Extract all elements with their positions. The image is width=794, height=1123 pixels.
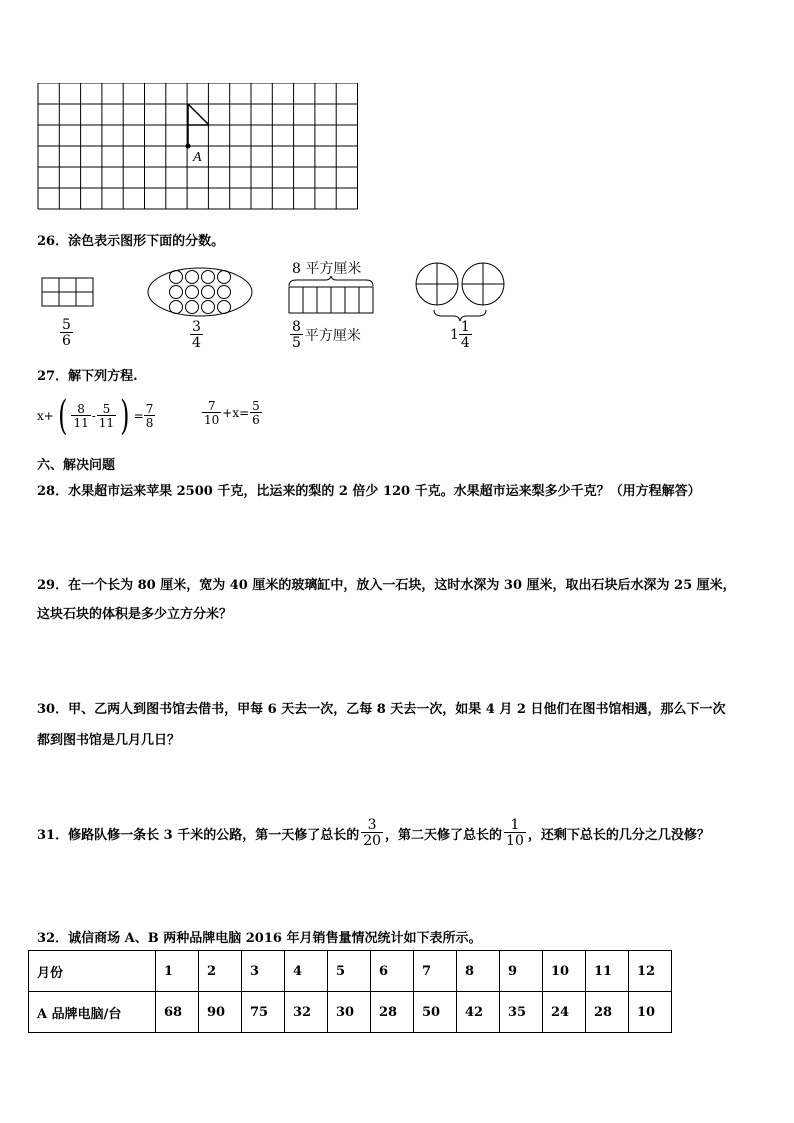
q26-two-circles [414, 260, 508, 328]
table-cell-month: 8 [457, 951, 500, 992]
small-circle [170, 301, 183, 314]
small-circle [218, 271, 231, 284]
q27-text: 27．解下列方程. [37, 369, 138, 384]
small-circle [202, 286, 215, 299]
small-circle [186, 301, 199, 314]
q26-oval-circles [146, 266, 254, 318]
table-cell-value: 10 [629, 992, 672, 1033]
small-circle [170, 286, 183, 299]
q26-frac-1: $\frac{5}{6}$ [62, 317, 71, 349]
q30-line-2: 都到图书馆是几月几日？ [37, 733, 181, 748]
small-circle [218, 301, 231, 314]
table-cell-value: 75 [242, 992, 285, 1033]
table-cell-value: 50 [414, 992, 457, 1033]
table-header-label: 月份 [29, 951, 156, 992]
q27-equation-2: $\frac{7}{10}$ +x= $\frac{5}{6}$ [204, 399, 260, 427]
table-cell-value: 42 [457, 992, 500, 1033]
table-cell-month: 2 [199, 951, 242, 992]
table-cell-value: 68 [156, 992, 199, 1033]
grid-figure [37, 83, 362, 215]
table-cell-value: 28 [371, 992, 414, 1033]
q30-line-1: 30．甲、乙两人到图书馆去借书，甲每 6 天去一次，乙每 8 天去一次，如果 4 月 2 日他们在图书馆相遇，那么下一次 [37, 702, 726, 717]
point-a-label: A [193, 150, 202, 165]
table-cell-month: 11 [586, 951, 629, 992]
q28-text: 28．水果超市运来苹果 2500 千克，比运来的梨的 2 倍少 120 千克。水果超市运来梨多少千克？（用方程解答） [37, 484, 701, 499]
table-cell-month: 3 [242, 951, 285, 992]
q26-frac-2: $\frac{3}{4}$ [192, 319, 201, 351]
q29-line-1: 29．在一个长为 80 厘米，宽为 40 厘米的玻璃缸中，放入一石块，这时水深为 30 厘米，取出石块后水深为 25 厘米， [37, 578, 736, 593]
table-cell-month: 10 [543, 951, 586, 992]
q26-text: 26．涂色表示图形下面的分数。 [37, 234, 225, 249]
table-cell-month: 12 [629, 951, 672, 992]
table-cell-month: 7 [414, 951, 457, 992]
table-cell-value: 30 [328, 992, 371, 1033]
small-circle [170, 271, 183, 284]
q29-line-2: 这块石块的体积是多少立方分米？ [37, 607, 233, 622]
small-circle [218, 286, 231, 299]
table-cell-value: 90 [199, 992, 242, 1033]
q32-text: 32．诚信商场 A、B 两种品牌电脑 2016 年月销售量情况统计如下表所示。 [37, 931, 482, 946]
small-circle [186, 271, 199, 284]
q26-area-label: 8 平方厘米 [292, 261, 362, 277]
q26-strip-figure [286, 276, 378, 316]
table-cell-month: 4 [285, 951, 328, 992]
table-cell-value: 24 [543, 992, 586, 1033]
table-cell-month: 6 [371, 951, 414, 992]
small-circle [186, 286, 199, 299]
small-circle [202, 271, 215, 284]
table-cell-month: 1 [156, 951, 199, 992]
small-circle [202, 301, 215, 314]
table-row-brand-a [29, 992, 672, 1033]
sales-table [28, 950, 672, 1033]
q26-frac-4: 1 $\frac{1}{4}$ [450, 319, 470, 351]
table-cell-month: 9 [500, 951, 543, 992]
table-cell-value: 28 [586, 992, 629, 1033]
section-6-heading: 六、解决问题 [37, 458, 116, 473]
table-cell-value: 32 [285, 992, 328, 1033]
q26-rect-grid [40, 276, 96, 308]
table-row-label: A 品牌电脑/台 [29, 992, 156, 1033]
table-cell-month: 5 [328, 951, 371, 992]
segment-diagonal [188, 104, 209, 125]
table-row-header [29, 951, 672, 992]
q26-frac-3: $\frac{8}{5}$ 平方厘米 [292, 319, 361, 351]
q31-text: 31．修路队修一条长 3 千米的公路，第一天修了总长的 $\frac{3}{20}$ ，第二天修了总长的 $\frac{1}{10}$ ，还剩下总长的几分之几没修？ [37, 817, 710, 849]
point-a [186, 144, 191, 149]
q27-equation-1: x+ ( $\frac{8}{11}$ - $\frac{5}{11}$ ) = $\frac{7}{8}$ [37, 393, 154, 439]
table-cell-value: 35 [500, 992, 543, 1033]
